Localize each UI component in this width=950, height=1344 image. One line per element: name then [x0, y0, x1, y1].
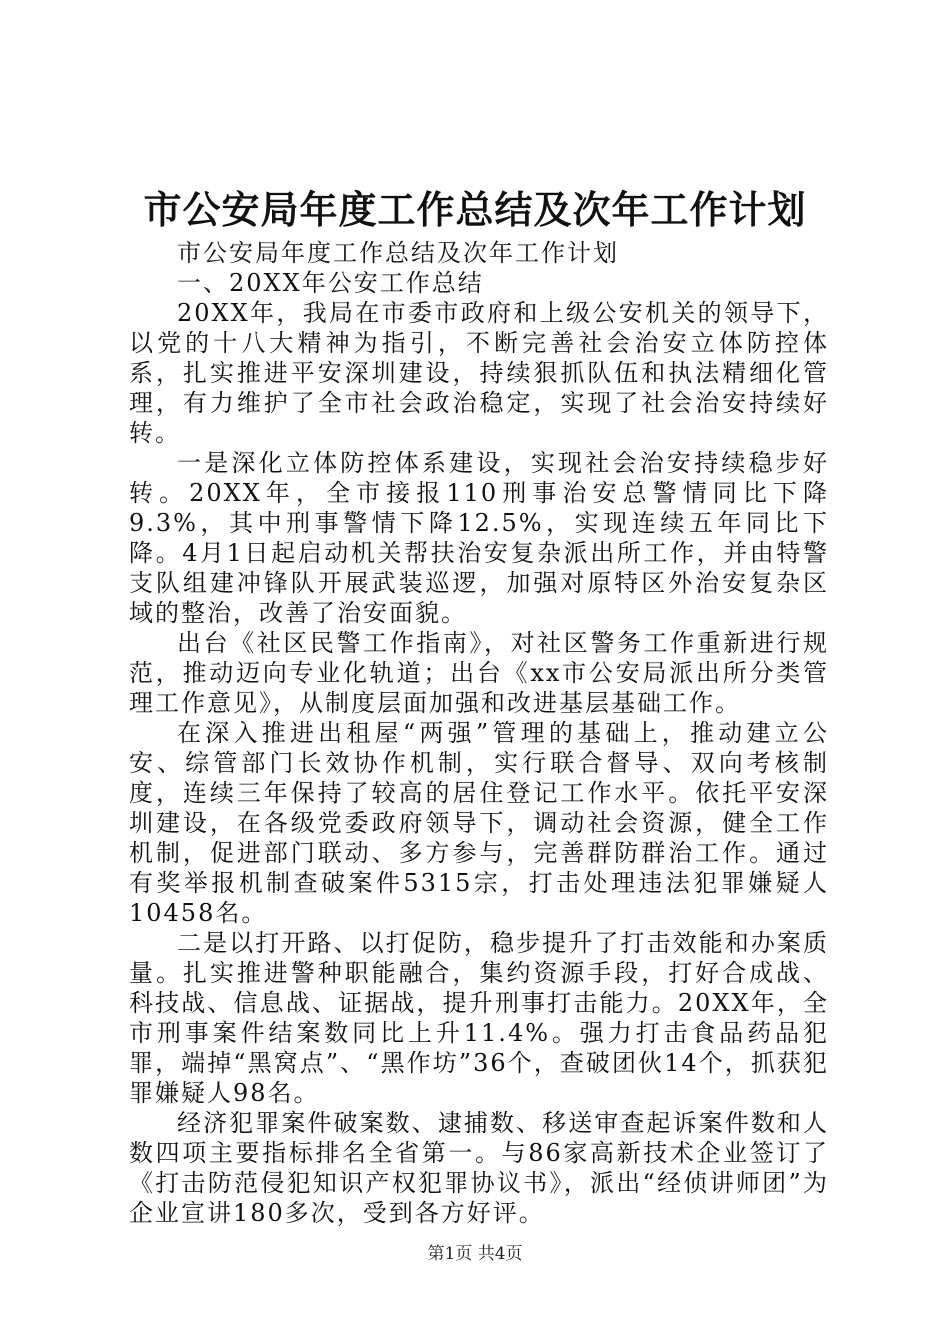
paragraph-rental-management: 在深入推进出租屋“两强”管理的基础上，推动建立公安、综管部门长效协作机制，实行联合督导、双向考核制度，连续三年保持了较高的居住登记工作水平。依托平安深圳建设，在各级党委政府领导下，调动社会资源，健全工作机制，促进部门联动、多方参与，完善群防群治工作。通过有奖举报机制查破案件5315宗，打击处理违法犯罪嫌疑人10458名。	[129, 719, 829, 927]
paragraph-section-heading: 一、20XX年公安工作总结	[177, 269, 484, 297]
document-body	[129, 238, 829, 1228]
paragraph-point-one: 一是深化立体防控体系建设，实现社会治安持续稳步好转。20XX年，全市接报110刑事治安总警情同比下降9.3%，其中刑事警情下降12.5%，实现连续五年同比下降。4月1日起启动机关帮扶治安复杂派出所工作，并由特警支队组建冲锋队开展武装巡逻，加强对原特区外治安复杂区域的整治，改善了治安面貌。	[129, 449, 829, 627]
paragraph-economic-crime: 经济犯罪案件破案数、逮捕数、移送审查起诉案件数和人数四项主要指标排名全省第一。与86家高新技术企业签订了《打击防范侵犯知识产权犯罪协议书》，派出“经侦讲师团”为企业宣讲180多次，受到各方好评。	[129, 1109, 829, 1227]
page-indicator: 第1页 共4页	[427, 1244, 523, 1264]
paragraph-point-two: 二是以打开路、以打促防，稳步提升了打击效能和办案质量。扎实推进警种职能融合，集约资源手段，打好合成战、科技战、信息战、证据战，提升刑事打击能力。20XX年，全市刑事案件结案数同比上升11.4%。强力打击食品药品犯罪，端掉“黑窝点”、“黑作坊”36个，查破团伙14个，抓获犯罪嫌疑人98名。	[129, 929, 829, 1107]
document-title: 市公安局年度工作总结及次年工作计划	[143, 187, 807, 232]
paragraph-subtitle: 市公安局年度工作总结及次年工作计划	[177, 239, 619, 267]
paragraph-intro: 20XX年，我局在市委市政府和上级公安机关的领导下，以党的十八大精神为指引，不断完善社会治安立体防控体系，扎实推进平安深圳建设，持续狠抓队伍和执法精细化管理，有力维护了全市社会政治稳定，实现了社会治安持续好转。	[129, 299, 829, 447]
paragraph-community-policing: 出台《社区民警工作指南》，对社区警务工作重新进行规范，推动迈向专业化轨道；出台《xx市公安局派出所分类管理工作意见》，从制度层面加强和改进基层基础工作。	[129, 629, 829, 717]
